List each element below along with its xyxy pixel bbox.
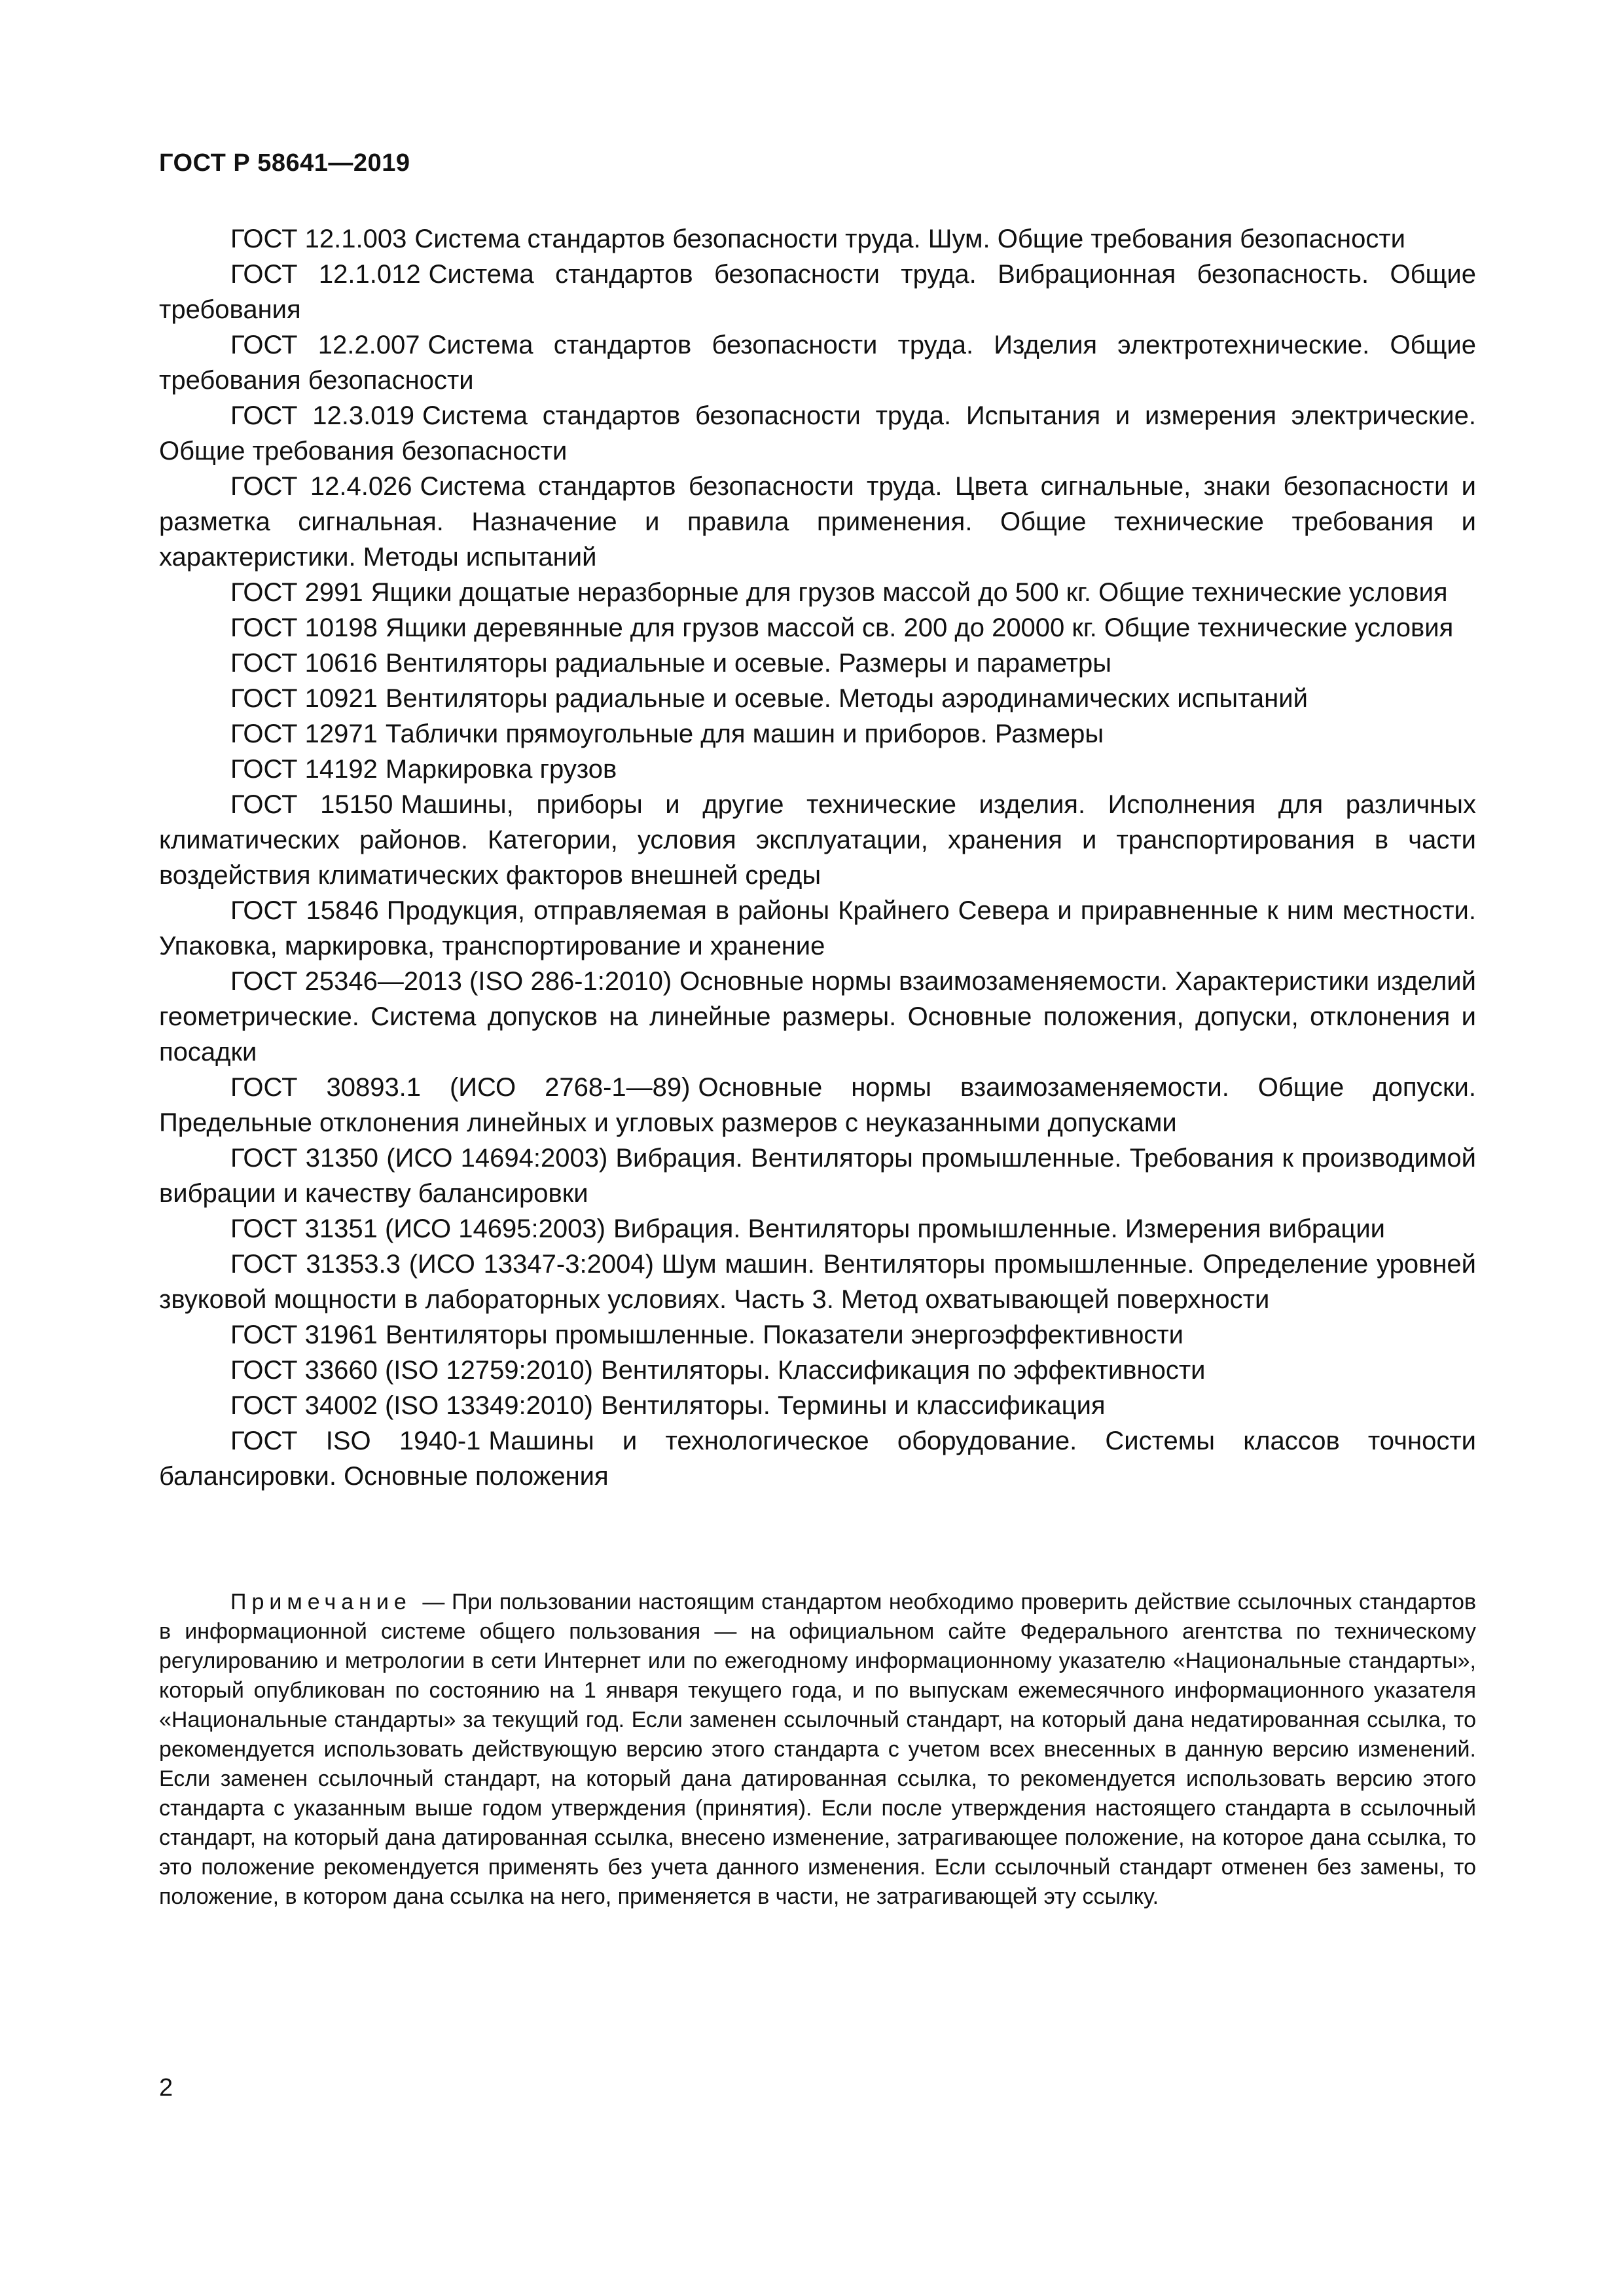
reference-code: ГОСТ 30893.1 (ИСО 2768-1—89)	[230, 1073, 691, 1102]
reference-item	[159, 716, 1476, 752]
reference-title: Таблички прямоугольные для машин и приборов. Размеры	[385, 720, 1104, 748]
reference-item	[159, 1070, 1476, 1140]
reference-title: Машины, приборы и другие технические изделия. Исполнения для различных климатических районов. Категории, условия эксплуатации, хранения и транспортирования в части воздействия климатических факторов внешней среды	[159, 790, 1477, 890]
standard-designation: ГОСТ Р 58641—2019	[159, 149, 410, 177]
reference-title: Основные нормы взаимозаменяемости. Характеристики изделий геометрические. Система допусков на линейные размеры. Основные положения, допуски, отклонения и посадки	[159, 967, 1476, 1066]
reference-code: ГОСТ 34002 (ISO 13349:2010)	[230, 1391, 593, 1420]
reference-title: Ящики дощатые неразборные для грузов массой до 500 кг. Общие технические условия	[370, 578, 1448, 607]
page-number: 2	[159, 2074, 173, 2102]
reference-title: Маркировка грузов	[385, 755, 617, 784]
reference-code: ГОСТ 12.1.003	[230, 225, 407, 253]
reference-title: Система стандартов безопасности труда. Испытания и измерения электрические. Общие требования безопасности	[159, 401, 1476, 465]
reference-code: ГОСТ 33660 (ISO 12759:2010)	[230, 1356, 593, 1385]
reference-title: Вентиляторы. Классификация по эффективности	[600, 1356, 1206, 1385]
reference-title: Вентиляторы радиальные и осевые. Размеры и параметры	[385, 649, 1111, 678]
reference-title: Вентиляторы. Термины и классификация	[600, 1391, 1106, 1420]
reference-item	[159, 681, 1476, 716]
reference-title: Система стандартов безопасности труда. Шум. Общие требования безопасности	[414, 225, 1405, 253]
reference-title: Ящики деревянные для грузов массой св. 200 до 20000 кг. Общие технические условия	[385, 613, 1454, 642]
reference-item	[159, 752, 1476, 787]
reference-item	[159, 221, 1476, 257]
note-text: — При пользовании настоящим стандартом необходимо проверить действие ссылочных стандартов в информационной системе общего пользования — на официальном сайте Федерального агентства по техническому регулированию и метрологии в сети Интернет или по ежегодному информационному указателю «Национальные стандарты», который опубликован по состоянию на 1 января текущего года, и по выпускам ежемесячного информационного указателя «Национальные стандарты» за текущий год. Если заменен ссылочный стандарт, на который дана недатированная ссылка, то рекомендуется использовать действующую версию этого стандарта с учетом всех внесенных в данную версию изменений. Если заменен ссылочный стандарт, на который дана датированная ссылка, то рекомендуется использовать версию этого стандарта с указанным выше годом утверждения (принятия). Если после утверждения настоящего стандарта в ссылочный стандарт, на который дана датированная ссылка, внесено изменение, затрагивающее положение, на которое дана ссылка, то это положение рекомендуется применять без учета данного изменения. Если ссылочный стандарт отменен без замены, то положение, в котором дана ссылка на него, применяется в части, не затрагивающей эту ссылку.	[159, 1590, 1477, 1909]
reference-item	[159, 893, 1476, 964]
reference-title: Вентиляторы промышленные. Показатели энергоэффективности	[385, 1321, 1184, 1349]
note-paragraph	[159, 1588, 1476, 1912]
reference-title: Система стандартов безопасности труда. Вибрационная безопасность. Общие требования	[159, 260, 1476, 324]
reference-item	[159, 1423, 1476, 1494]
reference-code: ГОСТ 15150	[230, 790, 393, 819]
reference-code: ГОСТ 31353.3 (ИСО 13347-3:2004)	[230, 1250, 654, 1279]
reference-item	[159, 398, 1476, 469]
reference-code: ГОСТ 10198	[230, 613, 378, 642]
reference-code: ГОСТ 31961	[230, 1321, 378, 1349]
reference-item	[159, 469, 1476, 575]
reference-code: ГОСТ 10921	[230, 684, 378, 713]
reference-item	[159, 327, 1476, 398]
reference-code: ГОСТ 12.1.012	[230, 260, 421, 289]
reference-title: Система стандартов безопасности труда. Цвета сигнальные, знаки безопасности и разметка сигнальная. Назначение и правила применения. Общие технические требования и характеристики. Методы испытаний	[159, 472, 1476, 572]
reference-item	[159, 1247, 1476, 1317]
reference-item	[159, 1317, 1476, 1353]
reference-title: Вентиляторы радиальные и осевые. Методы аэродинамических испытаний	[385, 684, 1308, 713]
reference-code: ГОСТ 2991	[230, 578, 363, 607]
reference-title: Машины и технологическое оборудование. Системы классов точности балансировки. Основные положения	[159, 1427, 1476, 1491]
reference-code: ГОСТ ISO 1940-1	[230, 1427, 481, 1455]
note-label: Примечание	[230, 1590, 412, 1614]
reference-item	[159, 787, 1476, 893]
reference-title: Вибрация. Вентиляторы промышленные. Требования к производимой вибрации и качеству балансировки	[159, 1144, 1477, 1208]
reference-item	[159, 964, 1476, 1070]
reference-item	[159, 257, 1476, 327]
reference-code: ГОСТ 25346—2013 (ISO 286-1:2010)	[230, 967, 672, 996]
reference-code: ГОСТ 12.2.007	[230, 331, 420, 359]
normative-references-list	[159, 221, 1476, 1494]
reference-code: ГОСТ 31350 (ИСО 14694:2003)	[230, 1144, 608, 1173]
reference-title: Продукция, отправляемая в районы Крайнего Севера и приравненные к ним местности. Упаковка, маркировка, транспортирование и хранение	[159, 896, 1476, 960]
reference-code: ГОСТ 31351 (ИСО 14695:2003)	[230, 1214, 605, 1243]
reference-code: ГОСТ 12971	[230, 720, 378, 748]
reference-code: ГОСТ 12.3.019	[230, 401, 414, 430]
reference-item	[159, 1353, 1476, 1388]
reference-item	[159, 575, 1476, 610]
reference-title: Система стандартов безопасности труда. Изделия электротехнические. Общие требования безопасности	[159, 331, 1476, 395]
reference-code: ГОСТ 15846	[230, 896, 379, 925]
reference-title: Вибрация. Вентиляторы промышленные. Измерения вибрации	[613, 1214, 1386, 1243]
reference-title: Шум машин. Вентиляторы промышленные. Определение уровней звуковой мощности в лабораторных условиях. Часть 3. Метод охватывающей поверхности	[159, 1250, 1477, 1314]
reference-item	[159, 646, 1476, 681]
reference-item	[159, 610, 1476, 646]
reference-item	[159, 1140, 1476, 1211]
reference-code: ГОСТ 12.4.026	[230, 472, 412, 501]
reference-code: ГОСТ 10616	[230, 649, 378, 678]
reference-title: Основные нормы взаимозаменяемости. Общие допуски. Предельные отклонения линейных и угловых размеров с неуказанными допусками	[159, 1073, 1476, 1137]
reference-code: ГОСТ 14192	[230, 755, 378, 784]
reference-item	[159, 1211, 1476, 1247]
reference-item	[159, 1388, 1476, 1423]
